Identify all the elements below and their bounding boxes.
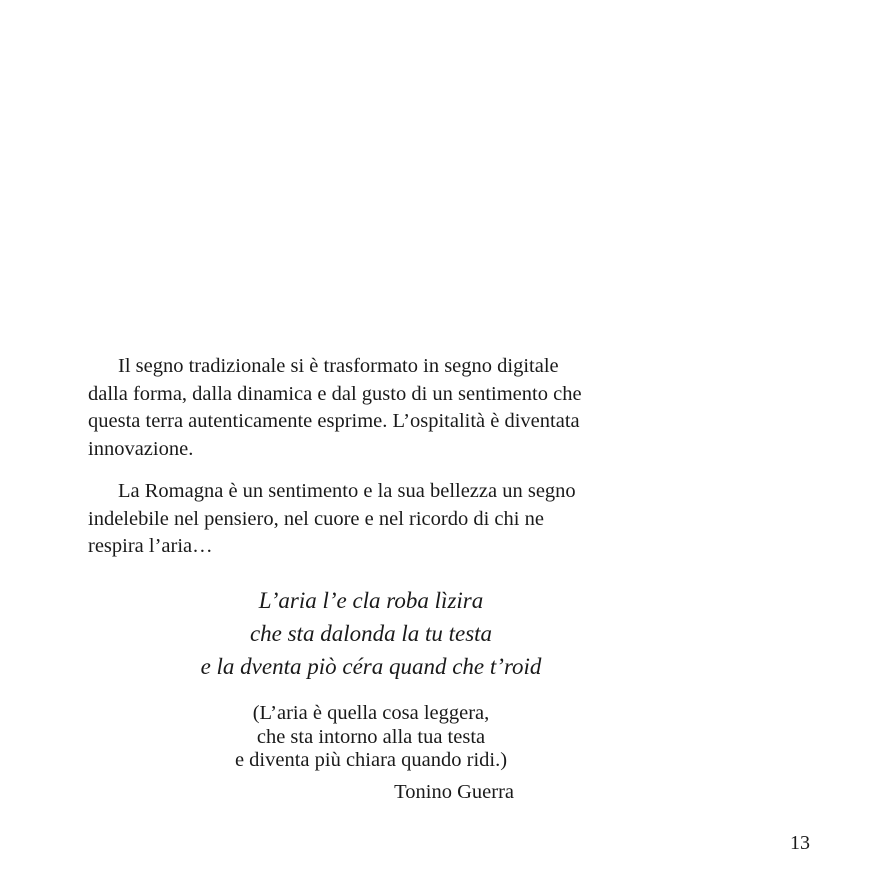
paragraph-line: Il segno tradizionale si è trasformato in segno digitale [118, 355, 559, 377]
paragraph-2 [88, 478, 663, 561]
paragraph-line: questa terra autenticamente esprime. L’ospitalità è diventata [88, 410, 580, 432]
page-number: 13 [790, 832, 810, 854]
paragraph-line: La Romagna è un sentimento e la sua bellezza un segno [118, 480, 576, 502]
paragraph-line: dalla forma, dalla dinamica e dal gusto di un sentimento che [88, 382, 582, 405]
paragraph-line: indelebile nel pensiero, nel cuore e nel ricordo di chi ne [88, 507, 544, 530]
paragraph-line: respira l’aria… [88, 535, 213, 557]
poem-translation [150, 702, 592, 773]
translation-line: (L’aria è quella cosa leggera, [252, 702, 490, 724]
poem-line: e la dventa piò céra quand che t’roid [200, 654, 542, 679]
translation-line: che sta intorno alla tua testa [256, 725, 486, 748]
translation-line: e diventa più chiara quando ridi.) [234, 749, 508, 771]
paragraph-line: innovazione. [88, 437, 194, 460]
paragraph-1 [88, 353, 663, 463]
dialect-poem [150, 584, 592, 683]
poem-author: Tonino Guerra [394, 781, 514, 803]
poem-line: L’aria l’e cla roba lìzira [258, 588, 484, 613]
body-text [88, 353, 663, 576]
poem-line: che sta dalonda la tu testa [249, 621, 493, 646]
